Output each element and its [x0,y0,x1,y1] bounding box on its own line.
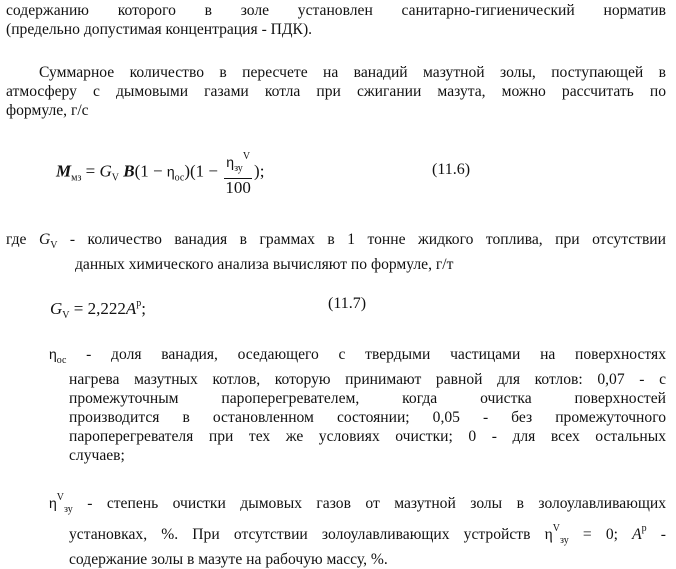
formula-symbol: G [99,161,112,181]
formula-superscript: V [242,151,251,162]
text-fragment: - доля ванадия, оседающего с твердыми частицами на поверхностях [66,346,666,363]
text-line: нагрева мазутных котлов, которую принимают равной для котлов: 0,07 - с [69,371,666,388]
formula-superscript: V [56,492,65,503]
formula-symbol: M [56,161,72,181]
text-line [69,519,666,550]
text-line [49,488,666,519]
equation-number: (11.6) [432,161,471,178]
paragraph-sum [6,63,666,120]
eta-symbol: η [49,495,57,511]
text-line: производится в остановленном состоянии; 0,05 - без промежуточного [69,409,666,426]
text-line: формуле, г/с [6,102,89,119]
equation-number: (11.7) [328,295,367,312]
formula-11-7 [50,294,146,325]
formula-subscript: ос [174,172,185,184]
formula-subscript: ос [56,355,67,366]
formula-symbol: G [38,231,51,248]
paragraph-intro [6,1,666,39]
text-line: случаев; [69,447,125,464]
paragraph-eta-oc [49,345,666,465]
definition-body [49,519,666,569]
fraction-numerator [224,148,252,179]
formula-symbol: B [123,161,135,181]
text-line [6,230,666,255]
paragraph-eta-zu [49,488,666,569]
formula-text: )(1 − [184,161,223,181]
formula-subscript: зу [64,504,73,515]
formula-text: = 2,222 [69,299,126,318]
formula-subscript: V [111,172,120,184]
formula-symbol: G [50,299,63,318]
formula-text: (1 − [134,161,167,181]
formula-superscript: р [136,298,142,309]
text-fragment: где [6,231,39,248]
fraction [224,148,252,197]
text-fragment: = 0; [568,526,633,543]
formula-superscript: р [641,523,647,534]
formula-text: ); [254,161,265,181]
eta-symbol: η [166,163,175,180]
text-line: пароперегревателя при тех же условиях очистки; 0 - для всех остальных [69,428,666,445]
definition-body [49,370,666,465]
formula-subscript: зу [559,535,569,546]
formula-operator: = [85,161,96,181]
formula-subscript: V [50,240,58,251]
formula-subscript: мз [71,172,82,184]
text-line [49,345,666,370]
formula-superscript: V [552,523,560,534]
text-line: данных химического анализа вычисляют по формуле, г/т [75,256,454,273]
formula-text: ; [141,299,146,318]
text-fragment: - [646,526,667,543]
text-fragment: - степень очистки дымовых газов от мазутной золы в золоулавливающих [72,495,666,512]
text-line: Суммарное количество в пересчете на ванадий мазутной золы, поступающей в [39,64,666,81]
eta-symbol: η [49,346,57,362]
text-line: содержание золы в мазуте на рабочую массу, %. [69,551,388,568]
eta-symbol: η [226,154,235,170]
text-line: (предельно допустимая концентрация - ПДК). [6,21,313,38]
fraction-denominator: 100 [225,178,251,197]
text-fragment: - количество ванадия в граммах в 1 тонне жидкого топлива, при отсутствии [57,231,666,248]
text-fragment: установках, %. При отсутствии золоулавливающих устройств η [69,526,553,543]
formula-11-6 [56,148,264,197]
formula-subscript: V [62,310,70,321]
text-line: промежуточным пароперегревателем, когда очистка поверхностей [69,390,666,407]
text-line: содержанию которого в золе установлен санитарно-гигиенический норматив [6,2,666,19]
formula-symbol: A [632,526,642,543]
paragraph-where [6,230,666,274]
formula-symbol: A [125,299,137,318]
formula-subscript: зу [234,163,243,174]
text-line: атмосферу с дымовыми газами котла при сжигании мазута, можно рассчитать по [6,83,666,100]
